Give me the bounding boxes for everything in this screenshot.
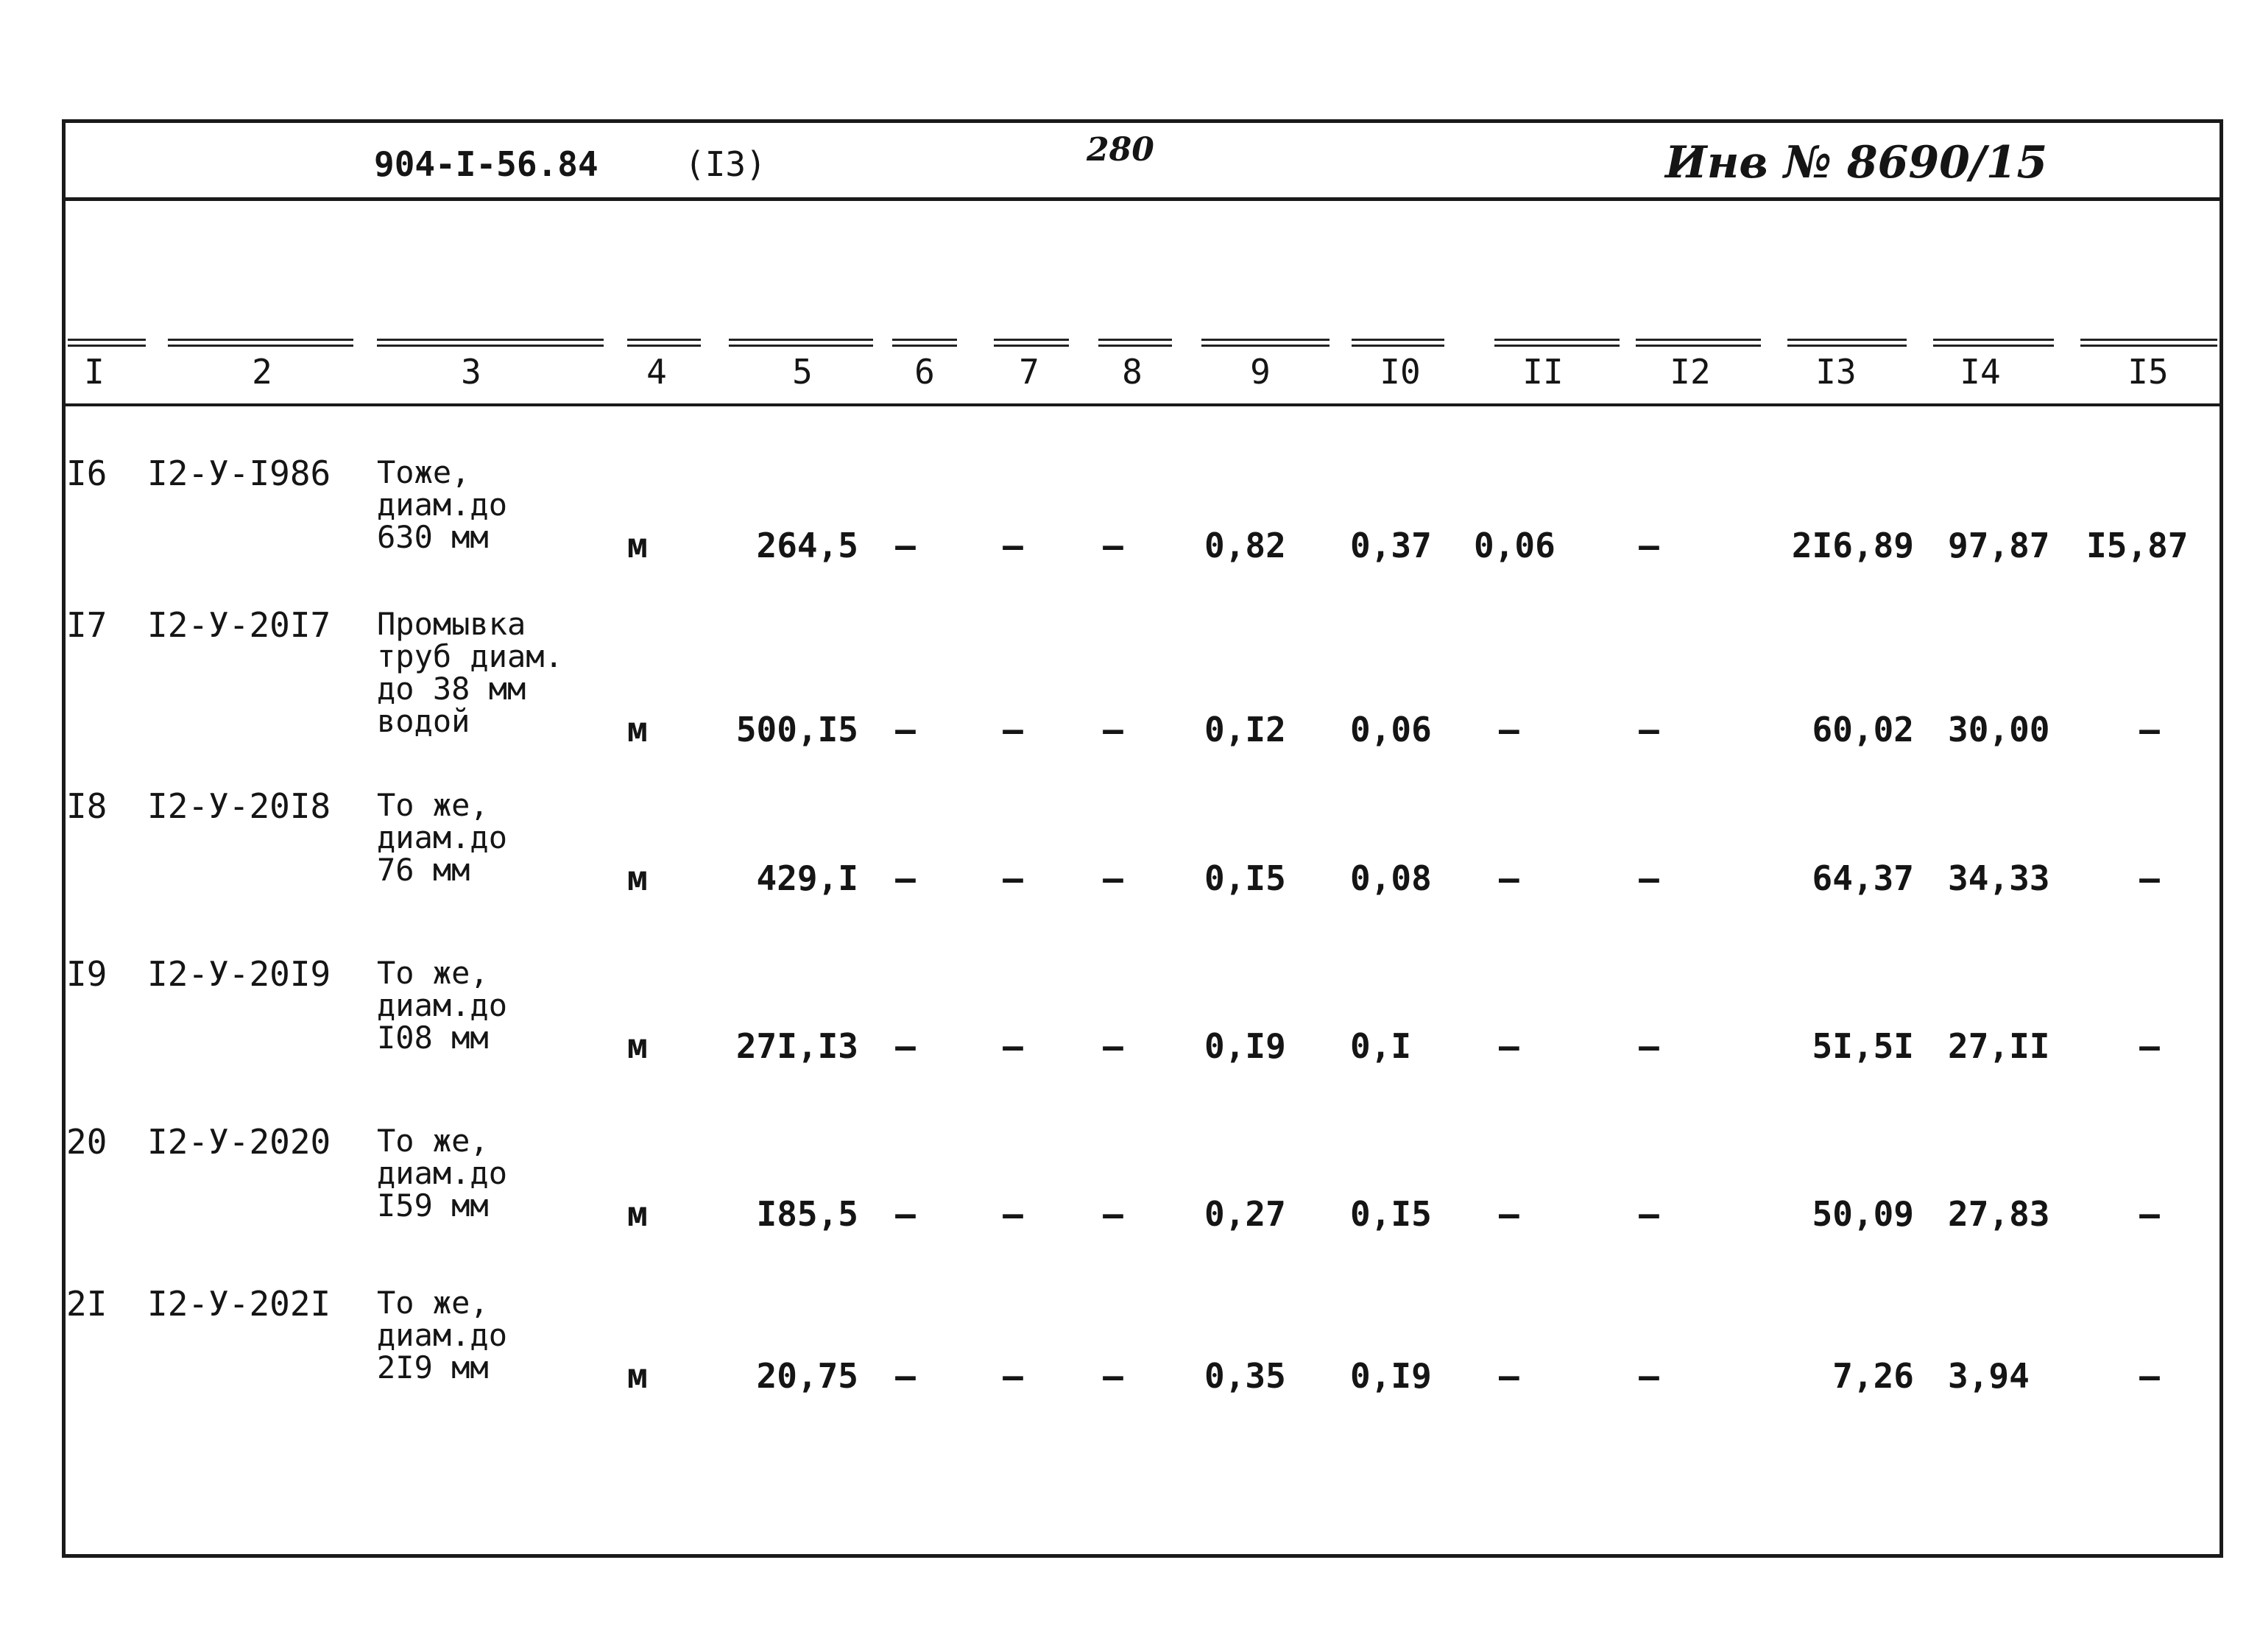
column-header-13: I3 (1815, 352, 1857, 392)
row-col6: – (895, 858, 916, 898)
description-line: 76 мм (377, 852, 470, 888)
row-col15: – (2139, 1194, 2160, 1234)
description-line: 630 мм (377, 519, 489, 555)
row-col15: I5,87 (2086, 526, 2189, 565)
row-number: 2I (66, 1284, 107, 1324)
row-col13: 5I,5I (1812, 1026, 1914, 1066)
row-description (377, 1287, 507, 1384)
row-col10: 0,I (1350, 1026, 1412, 1066)
description-line: То же, (377, 1285, 489, 1321)
row-col9: 0,I9 (1204, 1026, 1286, 1066)
row-col11: 0,06 (1474, 526, 1555, 565)
column-header-15: I5 (2127, 352, 2169, 392)
column-header-11: II (1522, 352, 1564, 392)
row-code: I2-У-2020 (147, 1122, 331, 1162)
description-line: диам.до (377, 1155, 508, 1191)
row-quantity: 264,5 (756, 526, 858, 565)
column-header-5: 5 (792, 352, 813, 392)
column-header-10: I0 (1380, 352, 1421, 392)
row-description (377, 1125, 507, 1222)
row-col7: – (1003, 1194, 1023, 1234)
row-col13: 7,26 (1832, 1356, 1914, 1396)
column-dash-13 (1787, 339, 1907, 349)
description-line: Тоже, (377, 454, 470, 490)
row-number: I6 (66, 453, 107, 493)
header-divider (65, 197, 2223, 201)
row-col10: 0,I5 (1350, 1194, 1432, 1234)
description-line: диам.до (377, 487, 508, 523)
column-dash-1 (68, 339, 146, 349)
row-description (377, 957, 507, 1054)
row-col11: – (1499, 710, 1519, 749)
row-col9: 0,35 (1204, 1356, 1286, 1396)
row-col11: – (1499, 1356, 1519, 1396)
column-dash-6 (892, 339, 957, 349)
row-col9: 0,I5 (1204, 858, 1286, 898)
row-number: I7 (66, 605, 107, 645)
column-dash-12 (1636, 339, 1761, 349)
column-header-1: I (84, 352, 105, 392)
row-code: I2-У-202I (147, 1284, 331, 1324)
row-number: I9 (66, 954, 107, 994)
row-col14: 27,II (1948, 1026, 2050, 1066)
description-line: 2I9 мм (377, 1349, 489, 1386)
column-header-9: 9 (1250, 352, 1271, 392)
column-header-8: 8 (1122, 352, 1143, 392)
description-line: диам.до (377, 819, 508, 855)
row-col8: – (1103, 858, 1123, 898)
row-code: I2-У-I986 (147, 453, 331, 493)
description-line: I08 мм (377, 1020, 489, 1056)
row-col11: – (1499, 1194, 1519, 1234)
row-col8: – (1103, 710, 1123, 749)
row-code: I2-У-20I9 (147, 954, 331, 994)
row-col12: – (1639, 1194, 1659, 1234)
row-col6: – (895, 710, 916, 749)
row-col10: 0,08 (1350, 858, 1432, 898)
sheet-number: (I3) (685, 144, 766, 184)
row-col14: 27,83 (1948, 1194, 2050, 1234)
row-col12: – (1639, 858, 1659, 898)
row-col7: – (1003, 858, 1023, 898)
column-header-7: 7 (1019, 352, 1039, 392)
row-col8: – (1103, 1026, 1123, 1066)
row-unit: м (627, 710, 648, 749)
row-col9: 0,82 (1204, 526, 1286, 565)
column-dash-11 (1494, 339, 1620, 349)
description-line: I59 мм (377, 1187, 489, 1224)
row-col6: – (895, 526, 916, 565)
row-col10: 0,06 (1350, 710, 1432, 749)
row-quantity: 20,75 (756, 1356, 858, 1396)
column-header-12: I2 (1670, 352, 1711, 392)
column-dash-2 (168, 339, 353, 349)
column-dash-15 (2080, 339, 2217, 349)
row-col9: 0,I2 (1204, 710, 1286, 749)
row-col9: 0,27 (1204, 1194, 1286, 1234)
row-col7: – (1003, 710, 1023, 749)
column-header-6: 6 (914, 352, 935, 392)
inventory-number: Инв № 8690/15 (1665, 137, 2048, 188)
column-header-3: 3 (461, 352, 481, 392)
row-col12: – (1639, 1356, 1659, 1396)
row-col15: – (2139, 1026, 2160, 1066)
row-col8: – (1103, 1194, 1123, 1234)
description-line: То же, (377, 1123, 489, 1159)
row-col10: 0,37 (1350, 526, 1432, 565)
column-dash-3 (377, 339, 604, 349)
column-dash-8 (1098, 339, 1172, 349)
row-code: I2-У-20I7 (147, 605, 331, 645)
row-col14: 30,00 (1948, 710, 2050, 749)
column-header-4: 4 (646, 352, 667, 392)
row-col8: – (1103, 1356, 1123, 1396)
row-col14: 3,94 (1948, 1356, 2030, 1396)
row-col6: – (895, 1026, 916, 1066)
row-col12: – (1639, 1026, 1659, 1066)
column-dash-7 (994, 339, 1069, 349)
row-quantity: I85,5 (756, 1194, 858, 1234)
row-col12: – (1639, 710, 1659, 749)
row-unit: м (627, 1194, 648, 1234)
row-col13: 2I6,89 (1791, 526, 1914, 565)
row-col15: – (2139, 858, 2160, 898)
row-number: I8 (66, 786, 107, 826)
description-line: То же, (377, 787, 489, 823)
row-col11: – (1499, 1026, 1519, 1066)
description-line: до 38 мм (377, 671, 526, 707)
row-col6: – (895, 1356, 916, 1396)
description-line: диам.до (377, 1317, 508, 1353)
row-col13: 64,37 (1812, 858, 1914, 898)
doc-code: 904-I-56.84 (374, 144, 598, 184)
column-dash-14 (1933, 339, 2054, 349)
row-col15: – (2139, 1356, 2160, 1396)
description-line: диам.до (377, 987, 508, 1023)
column-header-2: 2 (252, 352, 272, 392)
column-dash-9 (1201, 339, 1329, 349)
row-description (377, 456, 507, 554)
row-unit: м (627, 526, 648, 565)
row-col14: 34,33 (1948, 858, 2050, 898)
row-unit: м (627, 858, 648, 898)
row-col14: 97,87 (1948, 526, 2050, 565)
row-col7: – (1003, 1356, 1023, 1396)
description-line: Промывка (377, 606, 526, 642)
row-quantity: 27I,I3 (735, 1026, 858, 1066)
column-dash-10 (1352, 339, 1444, 349)
column-header-divider (65, 403, 2220, 406)
row-col8: – (1103, 526, 1123, 565)
column-dash-4 (627, 339, 701, 349)
row-col11: – (1499, 858, 1519, 898)
description-line: труб диам. (377, 638, 563, 674)
row-code: I2-У-20I8 (147, 786, 331, 826)
row-col13: 60,02 (1812, 710, 1914, 749)
row-col7: – (1003, 526, 1023, 565)
row-col12: – (1639, 526, 1659, 565)
row-unit: м (627, 1026, 648, 1066)
column-dash-5 (729, 339, 873, 349)
column-header-14: I4 (1960, 352, 2001, 392)
row-quantity: 500,I5 (735, 710, 858, 749)
row-col10: 0,I9 (1350, 1356, 1432, 1396)
row-col15: – (2139, 710, 2160, 749)
row-col13: 50,09 (1812, 1194, 1914, 1234)
row-col6: – (895, 1194, 916, 1234)
description-line: водой (377, 703, 470, 739)
row-description (377, 789, 507, 886)
row-number: 20 (66, 1122, 107, 1162)
row-description (377, 608, 563, 738)
row-col7: – (1003, 1026, 1023, 1066)
description-line: То же, (377, 955, 489, 991)
row-unit: м (627, 1356, 648, 1396)
row-quantity: 429,I (756, 858, 858, 898)
page-number: 280 (1087, 131, 1154, 169)
